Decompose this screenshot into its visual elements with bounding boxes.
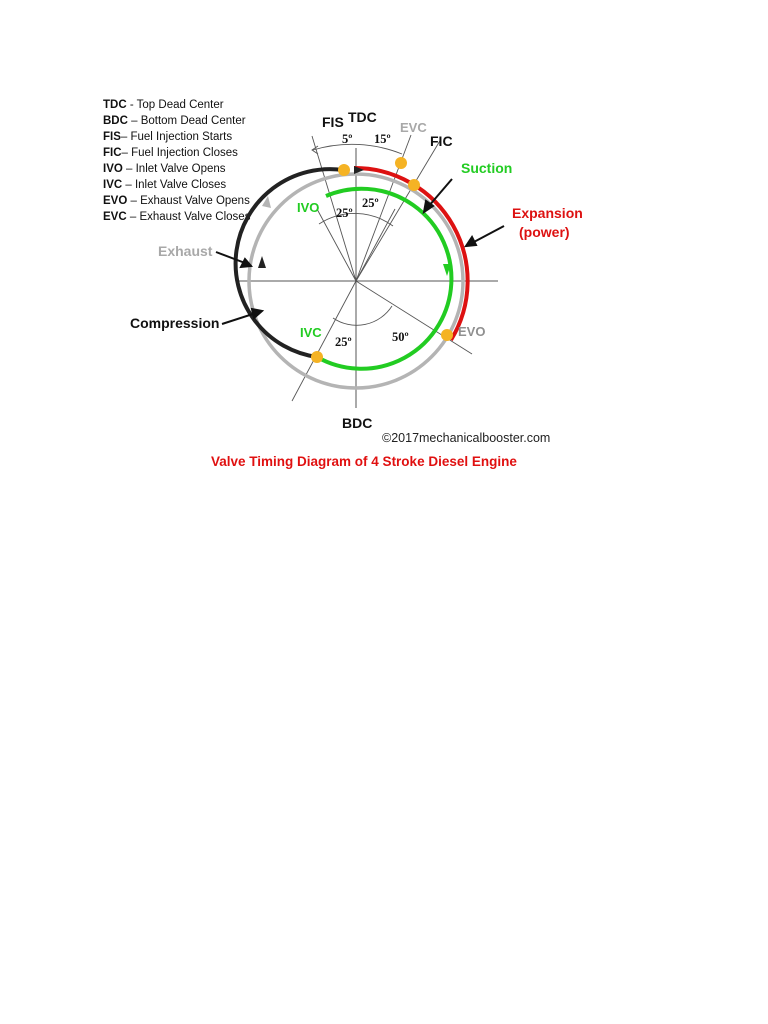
ivo-right-angle: 25º	[362, 196, 379, 210]
legend-item-evo: EVO – Exhaust Valve Opens	[103, 195, 250, 207]
evo-marker	[441, 329, 453, 341]
bdc-angle-arc	[333, 306, 392, 325]
fis-angle: 5º	[342, 132, 353, 146]
legend	[103, 99, 251, 223]
legend-item-fic: FIC– Fuel Injection Closes	[103, 147, 238, 159]
exhaust-pointer	[216, 252, 245, 263]
expansion-label: Expansion	[512, 205, 583, 221]
exhaust-label: Exhaust	[158, 243, 213, 259]
direction-arrows	[258, 166, 451, 276]
ivo-label: IVO	[297, 200, 320, 215]
expansion-sub-label: (power)	[519, 224, 570, 240]
ivc-label: IVC	[300, 325, 322, 340]
evo-label: EVO	[458, 324, 486, 339]
suction-pointer	[428, 179, 452, 207]
evc-marker	[395, 157, 407, 169]
compression-pointer-head	[252, 309, 262, 318]
legend-item-ivo: IVO – Inlet Valve Opens	[103, 163, 226, 175]
ivc-angle: 25º	[335, 335, 352, 349]
evc-label: EVC	[400, 120, 427, 135]
expansion-pointer-head	[466, 237, 476, 246]
expansion-pointer	[472, 226, 504, 243]
fic-label: FIC	[430, 133, 453, 149]
legend-item-evc: EVC – Exhaust Valve Closes	[103, 211, 251, 223]
compression-label: Compression	[130, 315, 220, 331]
tdc-label: TDC	[348, 109, 377, 125]
bdc-label: BDC	[342, 415, 373, 431]
ivc-marker	[311, 351, 323, 363]
ivo-left-angle: 25º	[336, 206, 353, 220]
legend-item-bdc: BDC – Bottom Dead Center	[103, 115, 246, 127]
evo-angle: 50º	[392, 330, 409, 344]
fis-label: FIS	[322, 114, 344, 130]
legend-item-tdc: TDC - Top Dead Center	[103, 99, 224, 111]
evo-line	[356, 281, 472, 354]
diagram-title: Valve Timing Diagram of 4 Stroke Diesel Engine	[211, 454, 517, 469]
evc-angle: 15º	[374, 132, 391, 146]
fic-marker	[408, 179, 420, 191]
compression-arrowhead	[258, 256, 266, 268]
legend-item-ivc: IVC – Inlet Valve Closes	[103, 179, 227, 191]
fis-marker	[338, 164, 350, 176]
copyright-text: ©2017mechanicalbooster.com	[382, 431, 551, 445]
legend-item-fis: FIS– Fuel Injection Starts	[103, 131, 233, 143]
ivo-right-line	[356, 209, 395, 281]
suction-label: Suction	[461, 160, 513, 176]
